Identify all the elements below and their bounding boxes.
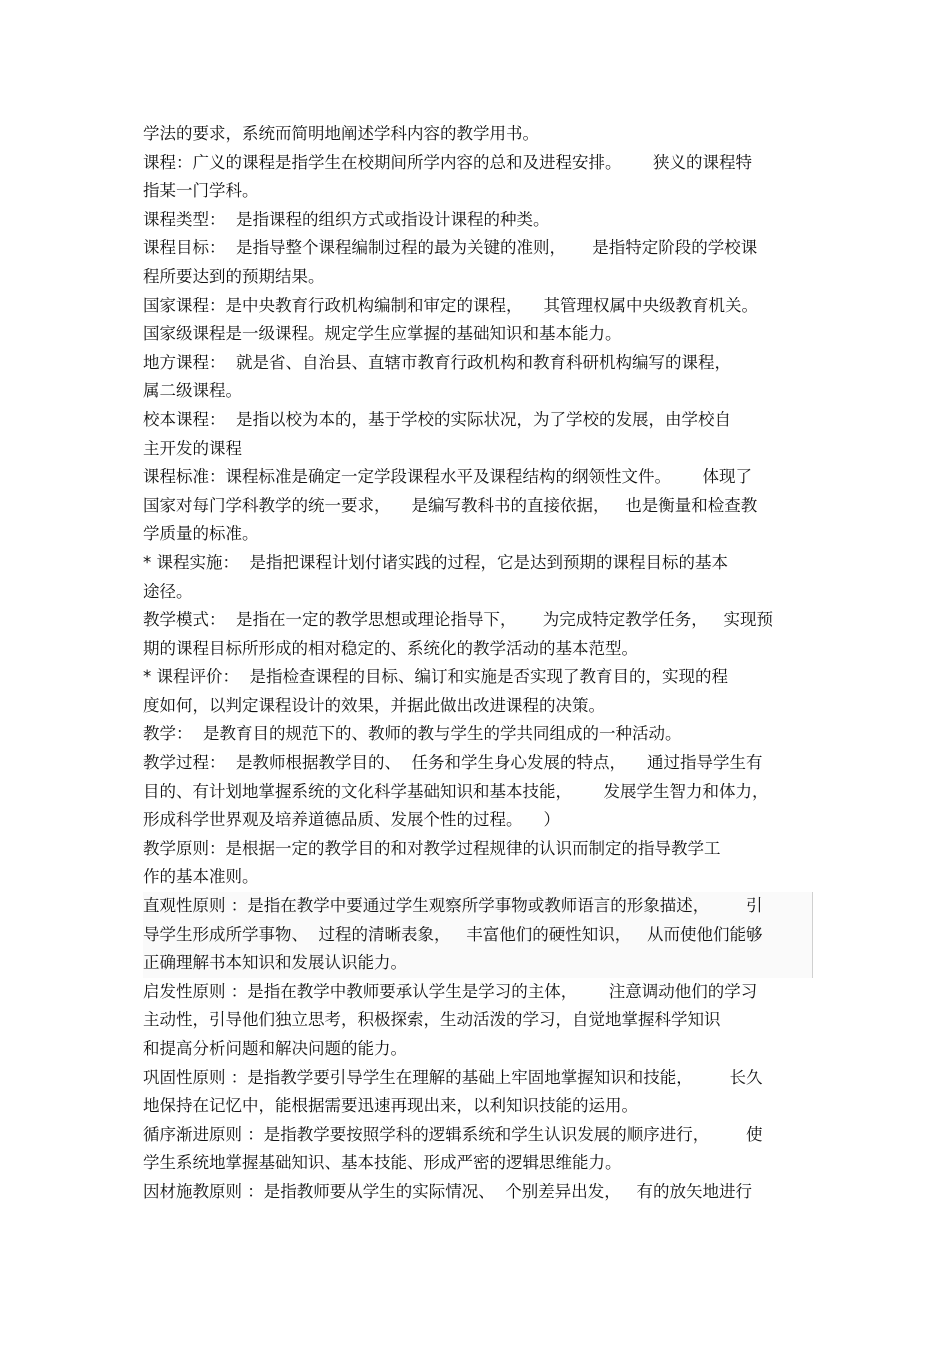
text-line: 国家级课程是一级课程。规定学生应掌握的基础知识和基本能力。 bbox=[143, 324, 622, 344]
text-line: 课程标准：课程标准是确定一定学段课程水平及课程结构的纲领性文件。 体现了 bbox=[143, 467, 752, 487]
text-line: 作的基本准则。 bbox=[143, 867, 259, 887]
text-line: 课程：广义的课程是指学生在校期间所学内容的总和及进程安排。 狭义的课程特 bbox=[143, 152, 752, 172]
text-line: 国家对每门学科教学的统一要求， 是编写教科书的直接依据， 也是衡量和检查教 bbox=[143, 495, 758, 515]
text-line: 和提高分析问题和解决问题的能力。 bbox=[143, 1039, 407, 1058]
text-line: 教学： 是教育目的规范下的、教师的教与学生的学共同组成的一种活动。 bbox=[143, 724, 682, 744]
text-line: * 课程评价： 是指检查课程的目标、编订和实施是否实现了教育目的，实现的程 bbox=[143, 667, 728, 687]
text-line: 正确理解书本知识和发展认识能力。 bbox=[143, 949, 813, 978]
text-line: 学质量的标准。 bbox=[143, 524, 259, 544]
text-line: 课程类型： 是指课程的组织方式或指设计课程的种类。 bbox=[143, 209, 550, 229]
text-line: 地保持在记忆中，能根据需要迅速再现出来，以利知识技能的运用。 bbox=[143, 1096, 638, 1116]
text-line: 教学原则：是根据一定的教学目的和对教学过程规律的认识而制定的指导教学工 bbox=[143, 838, 721, 858]
text-line: 导学生形成所学事物、 过程的清晰表象， 丰富他们的硬性知识， 从而使他们能够 bbox=[143, 921, 813, 950]
text-line: 教学模式： 是指在一定的教学思想或理论指导下， 为完成特定教学任务， 实现预 bbox=[143, 610, 773, 630]
text-line: 学法的要求，系统而简明地阐述学科内容的教学用书。 bbox=[143, 124, 539, 143]
text-line: 国家课程：是中央教育行政机构编制和审定的课程， 其管理权属中央级教育机关。 bbox=[143, 295, 758, 315]
text-line: 程所要达到的预期结果。 bbox=[143, 266, 325, 286]
text-line: 校本课程： 是指以校为本的，基于学校的实际状况，为了学校的发展，由学校自 bbox=[143, 409, 731, 429]
text-line: 主动性，引导他们独立思考，积极探索，生动活泼的学习，自觉地掌握科学知识 bbox=[143, 1010, 721, 1030]
text-line: 学生系统地掌握基础知识、基本技能、形成严密的逻辑思维能力。 bbox=[143, 1153, 622, 1173]
text-line: * 课程实施： 是指把课程计划付诸实践的过程，它是达到预期的课程目标的基本 bbox=[143, 552, 728, 572]
text-line: 形成科学世界观及培养道德品质、发展个性的过程。 ） bbox=[143, 810, 560, 830]
text-line: 途径。 bbox=[143, 581, 193, 601]
text-line: 因材施教原则 ：是指教师要从学生的实际情况、 个别差异出发， 有的放矢地进行 bbox=[143, 1181, 752, 1201]
text-line: 地方课程： 就是省、自治县、直辖市教育行政机构和教育科研机构编写的课程， bbox=[143, 352, 731, 372]
text-line: 循序渐进原则 ：是指教学要按照学科的逻辑系统和学生认识发展的顺序进行， 使 bbox=[143, 1124, 763, 1144]
text-line: 指某一门学科。 bbox=[143, 181, 259, 201]
text-line: 巩固性原则 ：是指教学要引导学生在理解的基础上牢固地掌握知识和技能， 长久 bbox=[143, 1067, 763, 1087]
text-line: 直观性原则 ：是指在教学中要通过学生观察所学事物或教师语言的形象描述， 引 bbox=[143, 892, 813, 921]
text-line: 目的、有计划地掌握系统的文化科学基础知识和基本技能， 发展学生智力和体力， bbox=[143, 781, 769, 801]
text-line: 度如何，以判定课程设计的效果，并据此做出改进课程的决策。 bbox=[143, 695, 605, 715]
text-line: 属二级课程。 bbox=[143, 381, 242, 401]
text-line: 课程目标： 是指导整个课程编制过程的最为关键的准则， 是指特定阶段的学校课 bbox=[143, 238, 758, 258]
text-line: 教学过程： 是教师根据教学目的、 任务和学生身心发展的特点， 通过指导学生有 bbox=[143, 753, 763, 773]
text-line: 启发性原则 ：是指在教学中教师要承认学生是学习的主体， 注意调动他们的学习 bbox=[143, 981, 758, 1001]
document-text bbox=[143, 120, 813, 1207]
text-line: 期的课程目标所形成的相对稳定的、系统化的教学活动的基本范型。 bbox=[143, 638, 638, 658]
text-line: 主开发的课程 bbox=[143, 438, 242, 458]
